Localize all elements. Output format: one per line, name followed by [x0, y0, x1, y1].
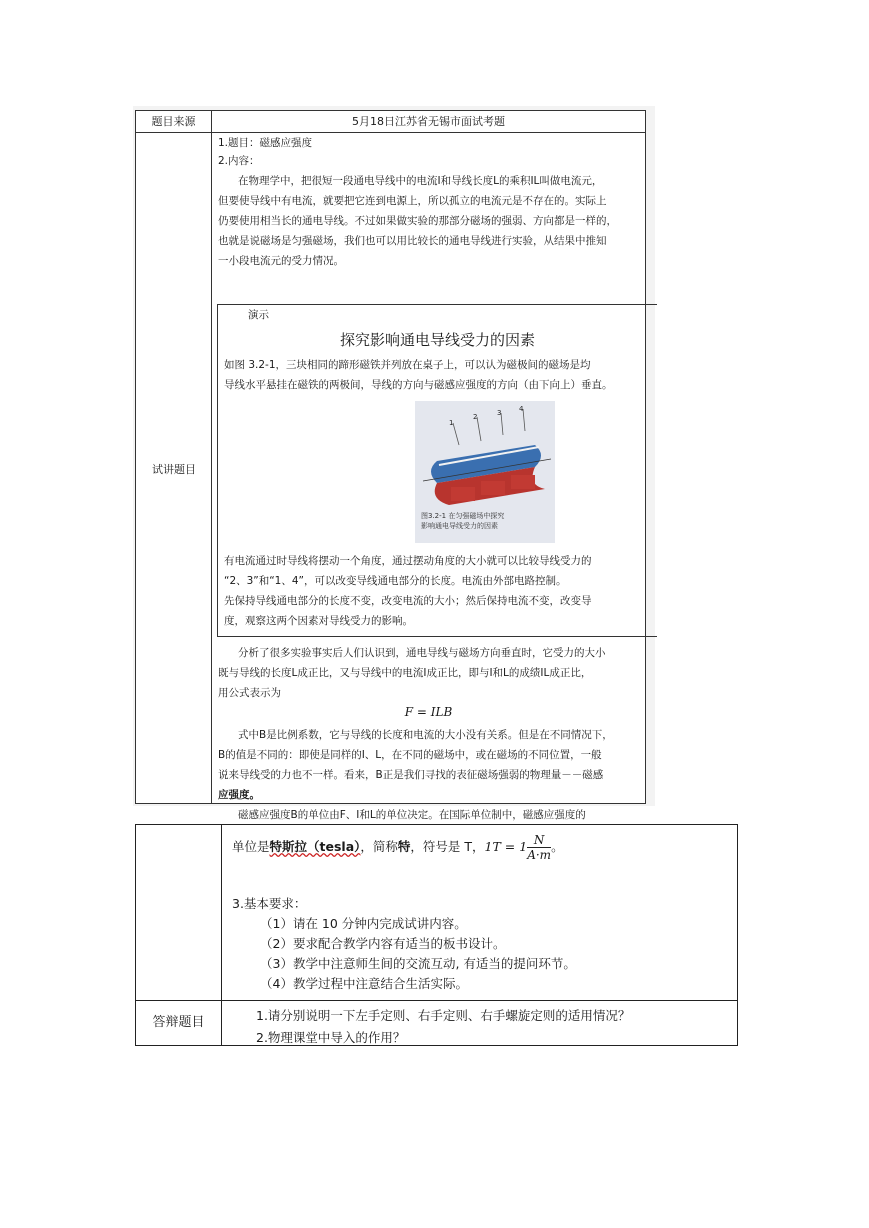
- requirement-item: （4）教学过程中注意结合生活实际。: [260, 976, 468, 991]
- demo-title: 探究影响通电导线受力的因素: [339, 331, 535, 349]
- para1-line: 也就是说磁场是匀强磁场，我们也可以用比较长的通电导线进行实验，从结果中推知: [218, 235, 607, 247]
- topic-line: 1.题目：磁感应强度: [218, 137, 313, 149]
- para1-line: 在物理学中，把很短一段通电导线中的电流I和导线长度L的乘积IL叫做电流元，: [238, 175, 603, 187]
- para3-line: B的值是不同的：即使是同样的I、L，在不同的磁场中，或在磁场的不同位置，一般: [218, 749, 602, 761]
- exam-table-bottom: [135, 824, 738, 1046]
- source-value: 5月18日江苏省无锡市面试考题: [212, 111, 645, 133]
- requirements-cell: [222, 825, 737, 1000]
- lecture-content: [212, 133, 645, 821]
- para1-line: 仍要使用相当长的通电导线。不过如果做实验的那部分磁场的强弱、方向都是一样的，: [218, 215, 617, 227]
- requirements-title: 3.基本要求：: [232, 896, 307, 911]
- fig-number: 4: [519, 405, 524, 413]
- lecture-label: 试讲题目: [152, 463, 196, 476]
- demo-line: 度，观察这两个因素对导线受力的影响。: [224, 615, 413, 627]
- para2-line: 既与导线的长度L成正比，又与导线中的电流I成正比，即与I和L的成绩IL成正比，: [218, 667, 592, 679]
- empty-label-cell: [136, 825, 222, 1000]
- unit-line: 单位是特斯拉（tesla），简称特，符号是 T，1T = 1 $\frac{N}{A\cdot m}$ 。: [232, 833, 564, 862]
- defense-cell: [222, 1000, 737, 1045]
- fig-number: 2: [473, 413, 478, 421]
- demo-line: 有电流通过时导线将摆动一个角度，通过摆动角度的大小就可以比较导线受力的: [224, 555, 592, 567]
- defense-item: 2.物理课堂中导入的作用？: [256, 1030, 406, 1045]
- para2-line: 用公式表示为: [218, 687, 281, 699]
- unit-fraction: $\frac{N}{A\cdot m}$: [527, 833, 552, 862]
- demo-line: 导线水平悬挂在磁铁的两极间，导线的方向与磁感应强度的方向（由下向上）垂直。: [224, 379, 613, 391]
- para2-line: 分析了很多实验事实后人们认识到，通电导线与磁场方向垂直时，它受力的大小: [238, 647, 606, 659]
- fig-number: 3: [497, 409, 502, 417]
- content-heading: 2.内容：: [218, 155, 260, 167]
- demo-label: 演示: [248, 309, 269, 321]
- source-label: 题目来源: [136, 111, 212, 133]
- para4-line: 磁感应强度B的单位由F、I和L的单位决定。在国际单位制中，磁感应强度的: [238, 809, 586, 821]
- requirement-item: （1）请在 10 分钟内完成试讲内容。: [260, 916, 467, 931]
- force-formula: F = ILB: [404, 705, 453, 719]
- para1-line: 一小段电流元的受力情况。: [218, 255, 344, 267]
- defense-item: 1.请分别说明一下左手定则、右手定则、右手螺旋定则的适用情况？: [256, 1008, 631, 1023]
- demo-box: [217, 304, 657, 637]
- demo-line: “2、3”和“1、4”，可以改变导线通电部分的长度。电流由外部电路控制。: [224, 575, 567, 587]
- demo-line: 如图 3.2-1，三块相同的蹄形磁铁并列放在桌子上，可以认为磁极间的磁场是均: [224, 359, 591, 371]
- para1-line: 但要使导线中有电流，就要把它连到电源上，所以孤立的电流元是不存在的。实际上: [218, 195, 607, 207]
- demo-line: 先保持导线通电部分的长度不变，改变电流的大小；然后保持电流不变，改变导: [224, 595, 592, 607]
- figure-caption: 图3.2-1 在匀强磁场中探究 影响通电导线受力的因素: [421, 512, 505, 530]
- requirement-item: （3）教学中注意师生间的交流互动, 有适当的提问环节。: [260, 956, 576, 971]
- para3-line: 应强度。: [218, 789, 260, 801]
- magnet-figure: [415, 401, 555, 543]
- lecture-label-cell: [136, 133, 212, 803]
- para3-line: 式中B是比例系数，它与导线的长度和电流的大小没有关系。但是在不同情况下，: [238, 729, 613, 741]
- unit-name: 特斯拉（tesla）: [269, 839, 361, 854]
- para3-line: 说来导线受的力也不一样。看来，B正是我们寻找的表征磁场强弱的物理量－－磁感: [218, 769, 604, 781]
- fig-number: 1: [449, 419, 454, 427]
- defense-label: 答辩题目: [136, 1000, 222, 1045]
- requirement-item: （2）要求配合教学内容有适当的板书设计。: [260, 936, 506, 951]
- exam-table-top: [135, 110, 646, 821]
